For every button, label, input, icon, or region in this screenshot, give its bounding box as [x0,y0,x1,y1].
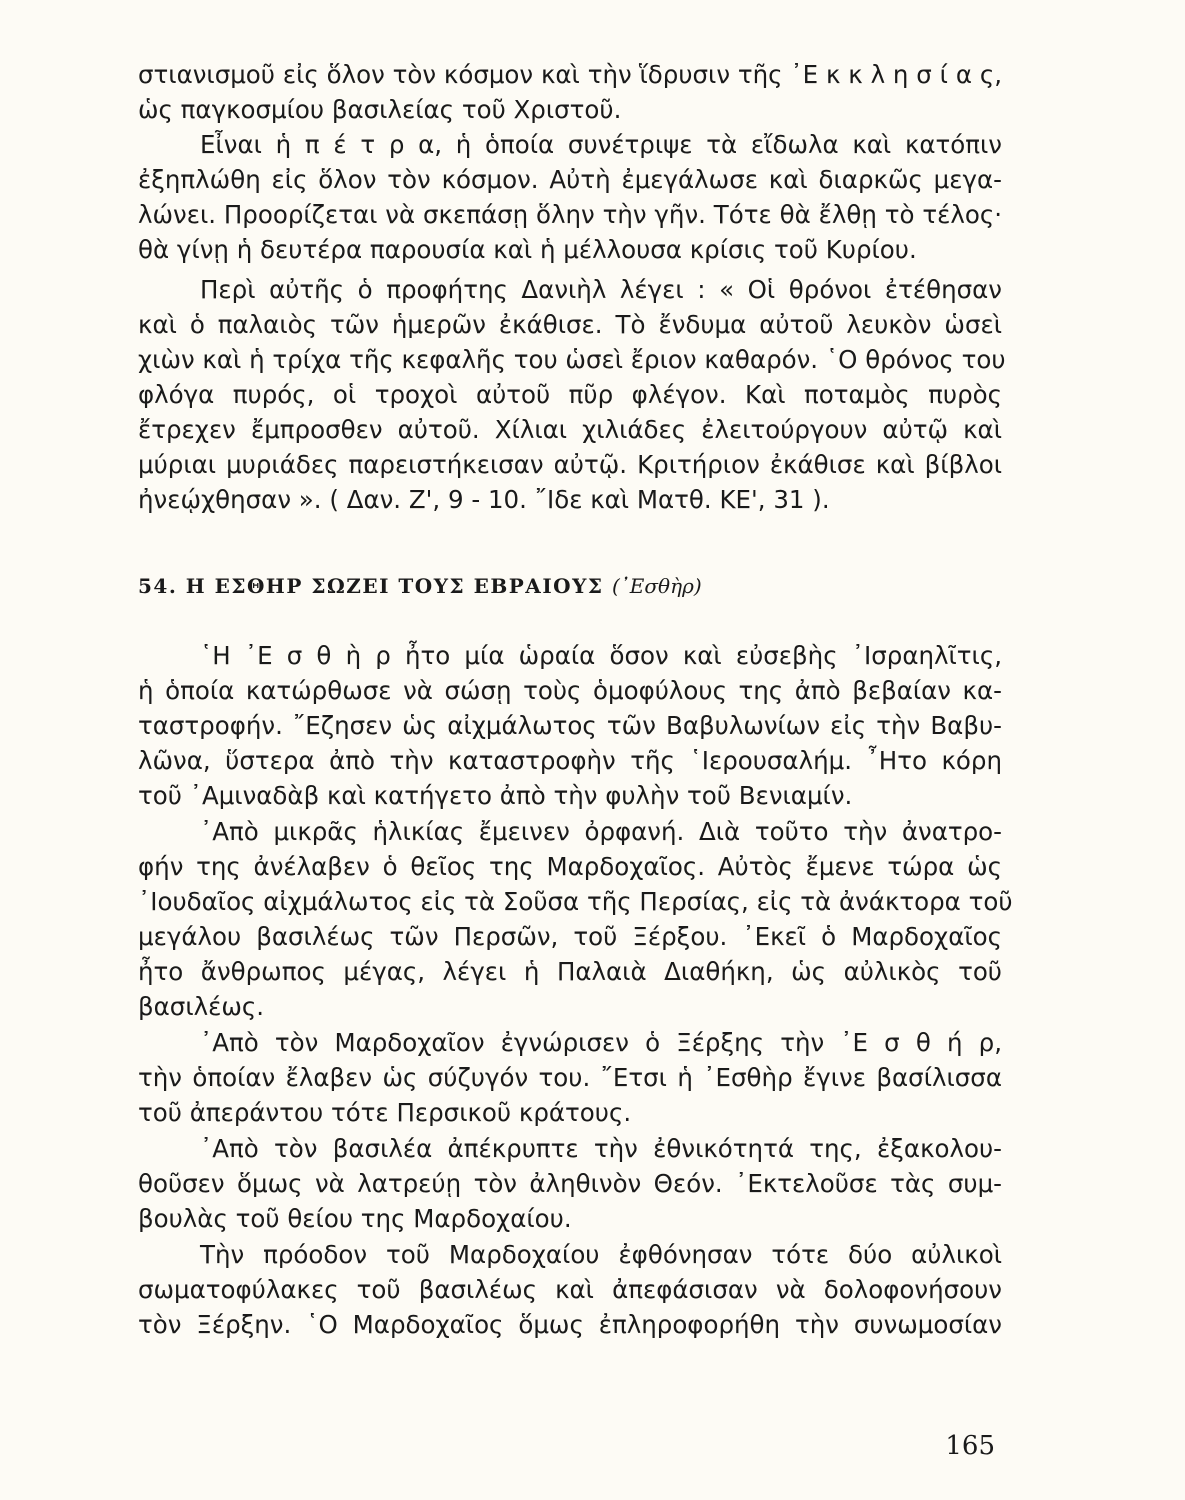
text-line: ἡ ὁποία κατώρθωσε νὰ σώσῃ τοὺς ὁμοφύλους της ἀπὸ βεβαίαν κα- [138,676,1002,705]
page-number: 165 [945,1431,995,1461]
text-line: τοῦ ᾿Αμιναδὰβ καὶ κατήγετο ἀπὸ τὴν φυλὴν τοῦ Βενιαμίν. [138,781,853,810]
text-line: σωματοφύλακες τοῦ βασιλέως καὶ ἀπεφάσισαν νὰ δολοφονήσουν [138,1275,1002,1304]
text-line: θὰ γίνῃ ἡ δευτέρα παρουσία καὶ ἡ μέλλουσα κρίσις τοῦ Κυρίου. [138,235,917,264]
text-line: λῶνα, ὕστερα ἀπὸ τὴν καταστροφὴν τῆς ῾Ιερουσαλήμ. ῏Ητο κόρη [138,746,1002,775]
text-line: στιανισμοῦ εἰς ὅλον τὸν κόσμον καὶ τὴν ἵδρυσιν τῆς ᾿Ε κ κ λ η σ ί α ς, [138,60,1002,89]
text-line: Περὶ αὐτῆς ὁ προφήτης Δανιὴλ λέγει : « Οἱ θρόνοι ἐτέθησαν [200,275,1002,304]
text-line: ᾿Απὸ τὸν βασιλέα ἀπέκρυπτε τὴν ἐθνικότητά της, ἐξακολου- [200,1134,1002,1163]
text-line: ταστροφήν. ῎Εζησεν ὡς αἰχμάλωτος τῶν Βαβυλωνίων εἰς τὴν Βαβυ- [138,711,1002,740]
text-line: μεγάλου βασιλέως τῶν Περσῶν, τοῦ Ξέρξου. ᾿Εκεῖ ὁ Μαρδοχαῖος [138,922,1002,951]
text-line: ᾿Απὸ τὸν Μαρδοχαῖον ἐγνώρισεν ὁ Ξέρξης τὴν ᾿Ε σ θ ή ρ, [200,1028,1002,1057]
text-line: τὴν ὁποίαν ἔλαβεν ὡς σύζυγόν του. ῎Ετσι ἡ ᾿Εσθὴρ ἔγινε βασίλισσα [138,1063,1002,1092]
text-line: ἐξηπλώθη εἰς ὅλον τὸν κόσμον. Αὐτὴ ἐμεγάλωσε καὶ διαρκῶς μεγα- [138,165,1002,194]
text-line: Τὴν πρόοδον τοῦ Μαρδοχαίου ἐφθόνησαν τότε δύο αὐλικοὶ [200,1240,1002,1269]
text-line: ἠνεῴχθησαν ». ( Δαν. Ζ', 9 - 10. ῎Ιδε καὶ Ματθ. ΚΕ', 31 ). [138,485,830,514]
text-line: τὸν Ξέρξην. ῾Ο Μαρδοχαῖος ὅμως ἐπληροφορήθη τὴν συνωμοσίαν [138,1310,1002,1339]
text-line: ὡς παγκοσμίου βασιλείας τοῦ Χριστοῦ. [138,95,622,124]
text-line: φλόγα πυρός, οἱ τροχοὶ αὐτοῦ πῦρ φλέγον. Καὶ ποταμὸς πυρὸς [138,380,1002,409]
text-line: λώνει. Προορίζεται νὰ σκεπάσῃ ὅλην τὴν γῆν. Τότε θὰ ἔλθῃ τὸ τέλος· [138,200,1002,229]
text-line: Εἶναι ἡ π έ τ ρ α, ἡ ὁποία συνέτριψε τὰ εἴδωλα καὶ κατόπιν [200,130,1002,159]
text-line: μύριαι μυριάδες παρειστήκεισαν αὐτῷ. Κριτήριον ἐκάθισε καὶ βίβλοι [138,450,1002,479]
text-line: τοῦ ἀπεράντου τότε Περσικοῦ κράτους. [138,1098,632,1127]
text-line: ἔτρεχεν ἔμπροσθεν αὐτοῦ. Χίλιαι χιλιάδες ἐλειτούργουν αὐτῷ καὶ [138,415,1002,444]
text-line: βασιλέως. [138,992,265,1021]
text-line: ᾿Ιουδαῖος αἰχμάλωτος εἰς τὰ Σοῦσα τῆς Περσίας, εἰς τὰ ἀνάκτορα τοῦ [138,887,1013,916]
section-heading-title: 54. Η ΕΣΘΗΡ ΣΩΖΕΙ ΤΟΥΣ ΕΒΡΑΙΟΥΣ [138,574,604,598]
text-line: θοῦσεν ὅμως νὰ λατρεύῃ τὸν ἀληθινὸν Θεόν. ᾿Εκτελοῦσε τὰς συμ- [138,1169,1002,1198]
text-line: φήν της ἀνέλαβεν ὁ θεῖος της Μαρδοχαῖος. Αὐτὸς ἔμενε τώρα ὡς [138,852,1002,881]
section-heading-subtitle: (᾿Εσθὴρ) [611,574,702,598]
text-line: ῾Η ᾿Ε σ θ ὴ ρ ἦτο μία ὡραία ὅσον καὶ εὐσεβὴς ᾿Ισραηλῖτις, [200,641,1002,670]
text-line: βουλὰς τοῦ θείου της Μαρδοχαίου. [138,1204,572,1233]
text-line: ᾿Απὸ μικρᾶς ἡλικίας ἔμεινεν ὀρφανή. Διὰ τοῦτο τὴν ἀνατρο- [200,817,1002,846]
text-line: καὶ ὁ παλαιὸς τῶν ἡμερῶν ἐκάθισε. Τὸ ἔνδυμα αὐτοῦ λευκὸν ὡσεὶ [138,310,1002,339]
text-line: χιὼν καὶ ἡ τρίχα τῆς κεφαλῆς του ὡσεὶ ἔριον καθαρόν. ῾Ο θρόνος του [138,345,1006,374]
text-line: ἦτο ἄνθρωπος μέγας, λέγει ἡ Παλαιὰ Διαθήκη, ὡς αὐλικὸς τοῦ [138,957,1002,986]
section-heading [138,571,702,601]
